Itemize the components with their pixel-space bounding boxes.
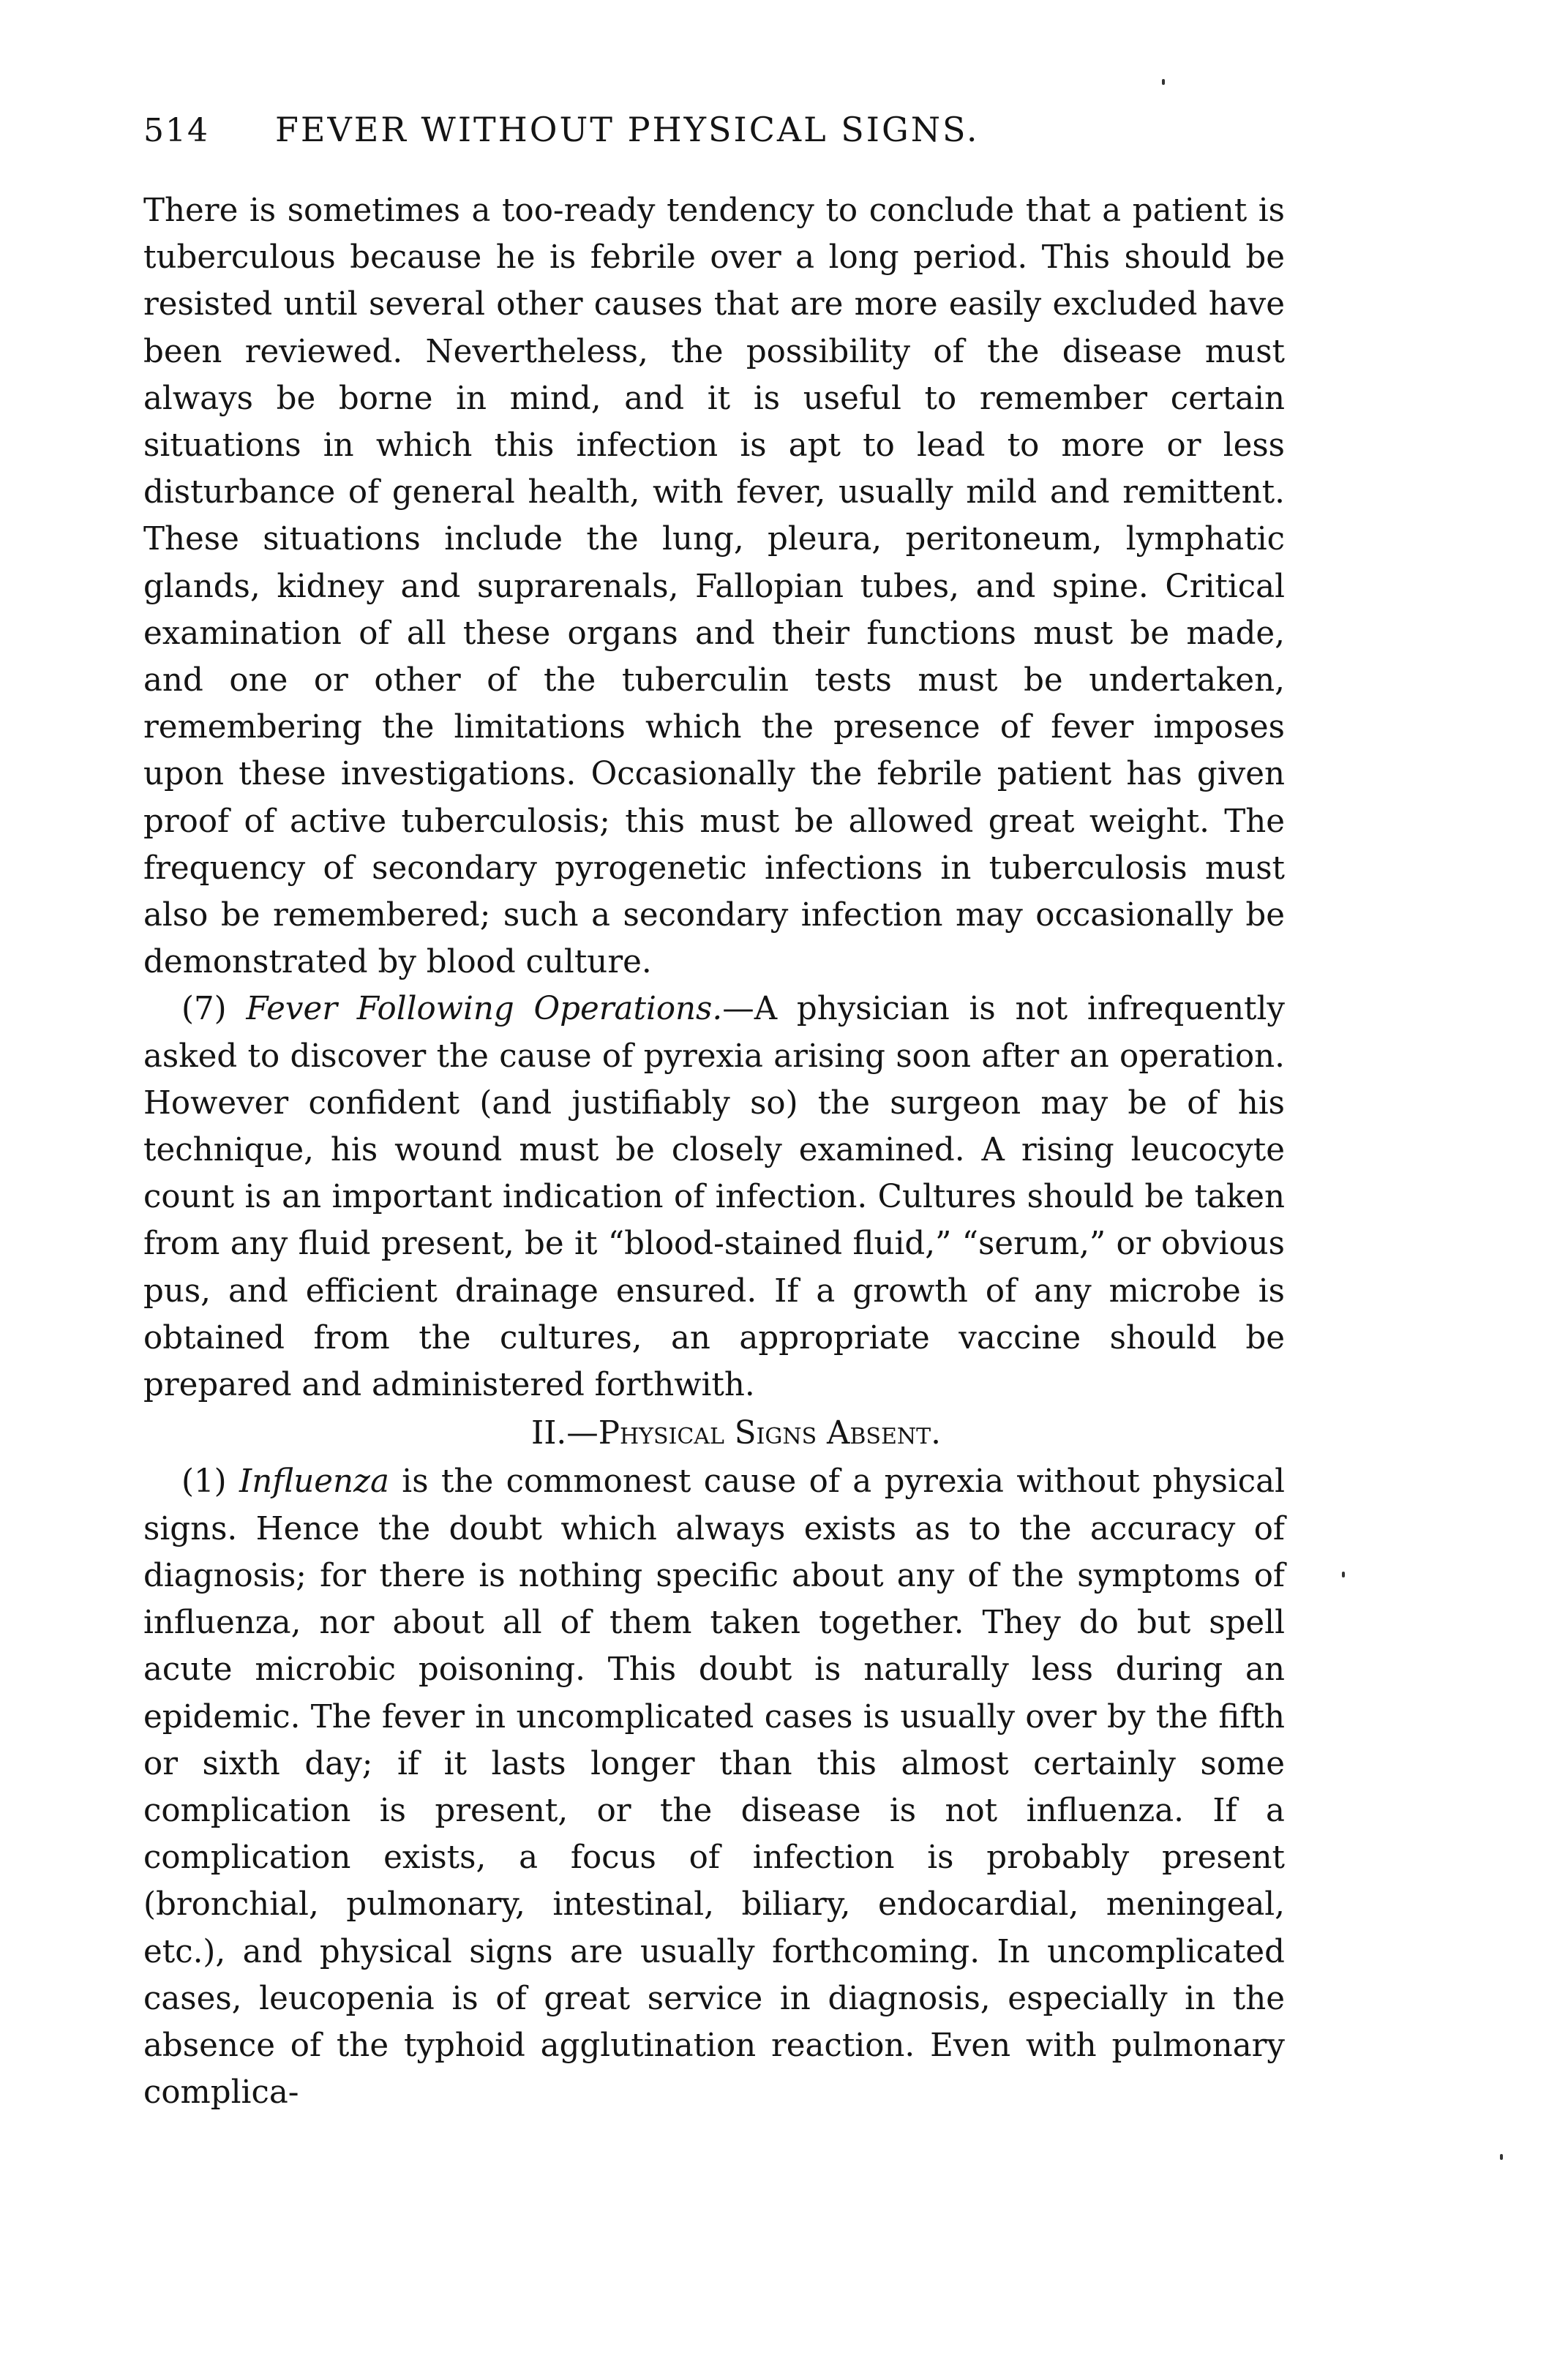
paragraph-italic-heading: Fever Following Operations.: [246, 991, 723, 1028]
section-title: Physical Signs Absent.: [598, 1415, 941, 1452]
paragraph-influenza: [143, 1458, 1285, 2116]
book-page: [143, 110, 1285, 2116]
paragraph-number: (1): [181, 1463, 227, 1501]
body-text: [143, 187, 1285, 2116]
paragraph-tuberculosis: [143, 187, 1285, 986]
paragraph-text: There is sometimes a too-ready tendency to conclude that a patient is tuberculous because he is febrile over a long period. This should be resisted until several other causes that are more easily excluded have been reviewed. Nevertheless, the possibility of the disease must always be borne in mind, and it is useful to remember certain situations in which this infection is apt to lead to more or less disturbance of general health, with fever, usually mild and remittent. These situations include the lung, pleura, peritoneum, lymphatic glands, kidney and suprarenals, Fallopian tubes, and spine. Critical examination of all these organs and their functions must be made, and one or other of the tuberculin tests must be undertaken, remembering the limitations which the presence of fever imposes upon these investigations. Occasionally the febrile patient has given proof of active tuberculosis; this must be allowed great weight. The frequency of secondary pyrogenetic infections in tuberculosis must also be remembered; such a secondary infection may occasionally be demonstrated by blood culture.: [143, 192, 1285, 981]
paragraph-fever-following-operations: [143, 986, 1285, 1408]
paragraph-number: (7): [181, 991, 227, 1028]
print-speck: [1162, 79, 1165, 85]
print-speck: [1500, 2154, 1503, 2160]
running-head: [143, 110, 1285, 168]
paragraph-text: —A physician is not infrequently asked to discover the cause of pyrexia arising soon after an operation. However confident (and justifiably so) the surgeon may be of his technique, his wound must be closely examined. A rising leucocyte count is an important indication of infection. Cultures should be taken from any fluid present, be it “blood-stained fluid,” “serum,” or obvious pus, and efficient drainage ensured. If a growth of any microbe is obtained from the cultures, an appropriate vaccine should be prepared and administered forthwith.: [143, 991, 1286, 1404]
section-numeral: II.—: [531, 1415, 599, 1452]
print-speck: [1342, 1572, 1345, 1577]
running-title: FEVER WITHOUT PHYSICAL SIGNS.: [275, 110, 980, 149]
paragraph-italic-heading: Influenza: [239, 1463, 389, 1501]
section-heading: [143, 1410, 1285, 1457]
page-number: 514: [143, 112, 209, 149]
paragraph-text: is the commonest cause of a pyrexia without physical signs. Hence the doubt which always exists as to the accuracy of diagnosis; for there is nothing specific about any of the symptoms of influenza, nor about all of them taken together. They do but spell acute microbic poisoning. This doubt is naturally less during an epidemic. The fever in uncomplicated cases is usually over by the fifth or sixth day; if it lasts longer than this almost certainly some complication is present, or the disease is not influenza. If a complication exists, a focus of infection is probably present (bronchial, pulmonary, intestinal, biliary, endocardial, meningeal, etc.), and physical signs are usually forthcoming. In uncomplicated cases, leucopenia is of great service in diagnosis, especially in the absence of the typhoid agglutination reaction. Even with pulmonary complica-: [143, 1463, 1286, 2112]
